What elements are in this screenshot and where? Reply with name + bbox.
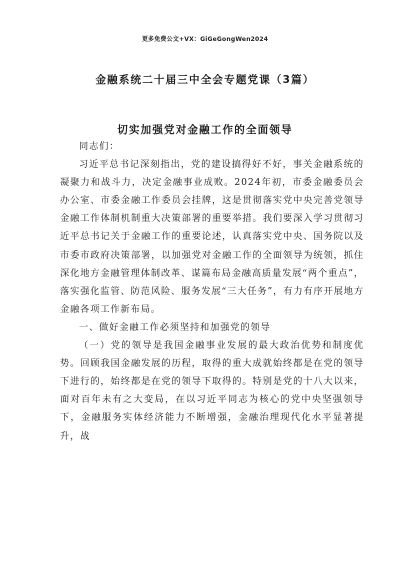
header-note: 更多免费公文+VX：GiGeGongWen2024 <box>141 36 269 43</box>
paragraph-section-one: （一）党的领导是我国金融事业发展的最大政治优势和制度优势。回顾我国金融发展的历程，取得的重大成就始终都是在党的领导下进行的，始终都是在党的领导下取得的。特别是党的十八大以来，面对百年未有之大变局，在以习近平同志为核心的党中央坚强领导下，金融服务实体经济能力不断增强，金融治理现代化水平显著提升，战 <box>60 340 364 442</box>
salutation: 同志们： <box>79 141 120 152</box>
paragraph-intro: 习近平总书记深刻指出，党的建设搞得好不好，事关金融系统的凝聚力和战斗力，决定金融事业成败。2024年初，市委金融委员会办公室、市委金融工作委员会挂牌，这是贯彻落实党中央完善党领导金融工作体制机制重大决策部署的重要举措。我们要深入学习贯彻习近平总书记关于金融工作的重要论述，认真落实党中央、国务院以及市委市政府决策部署，以加强党对金融工作的全面领导为统领，抓住深化地方金融管理体制改革、谋篇布局金融高质量发展“两个重点”，落实强化监管、防范风险、服务发展“三大任务”，有力有序开展地方金融各项工作新布局。 <box>60 159 364 315</box>
section-heading-one: 一、做好金融工作必须坚持和加强党的领导 <box>79 321 271 333</box>
document-subtitle: 切实加强党对金融工作的全面领导 <box>117 124 293 136</box>
document-body <box>60 138 364 446</box>
document-title: 金融系统二十届三中全会专题党课（3篇） <box>95 74 315 86</box>
